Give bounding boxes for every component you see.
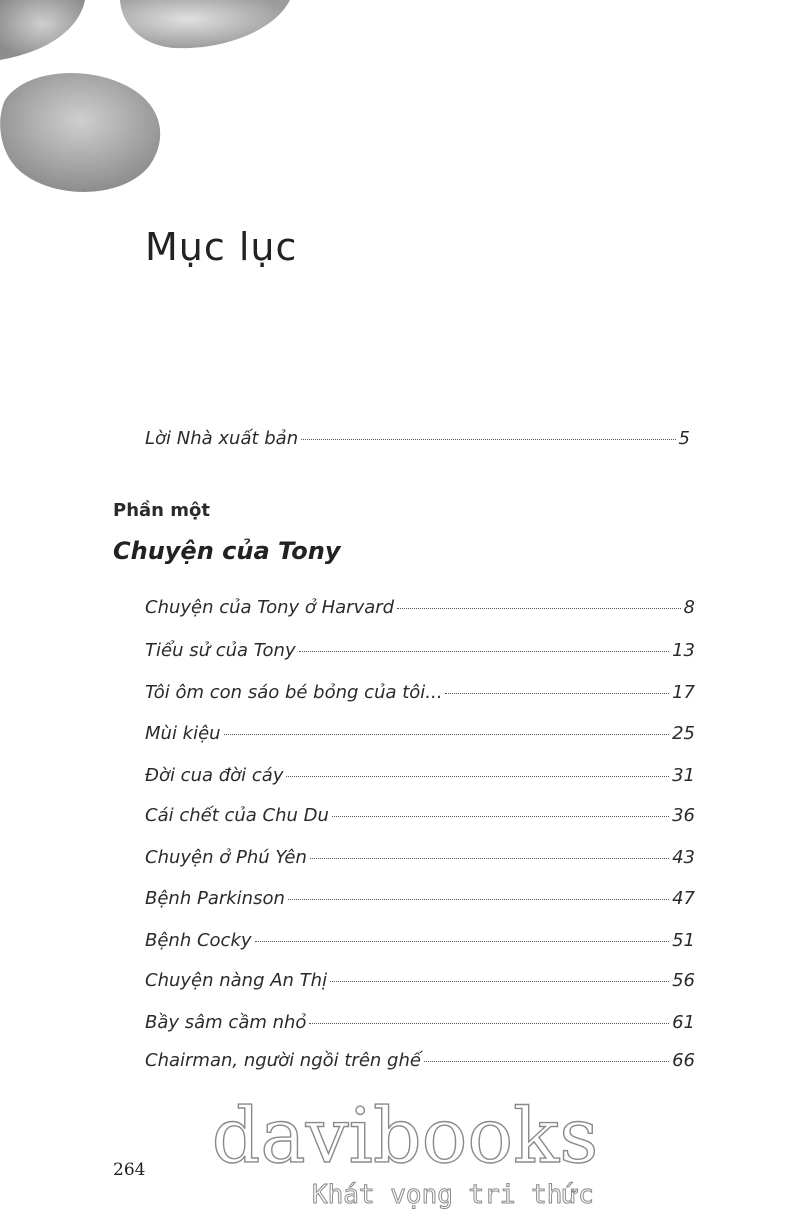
toc-entry-page: 25 bbox=[672, 723, 695, 744]
toc-entry[interactable] bbox=[145, 597, 695, 618]
toc-entry-title: Mùi kiệu bbox=[145, 723, 221, 744]
toc-entry-page: 13 bbox=[672, 640, 695, 661]
svg-text:davibooks: davibooks bbox=[211, 1091, 599, 1180]
toc-entry-page: 66 bbox=[672, 1050, 695, 1071]
toc-entry-page: 36 bbox=[672, 805, 695, 826]
toc-entry-page: 43 bbox=[672, 847, 695, 868]
dot-leader bbox=[310, 858, 669, 859]
dot-leader bbox=[397, 608, 680, 609]
toc-entry-page: 56 bbox=[672, 970, 695, 991]
toc-entry-title: Chuyện nàng An Thị bbox=[145, 970, 328, 991]
toc-entry-title: Tiểu sử của Tony bbox=[145, 640, 296, 661]
toc-entry-title: Bệnh Cocky bbox=[145, 930, 252, 951]
toc-entry[interactable] bbox=[145, 847, 695, 868]
toc-entry[interactable] bbox=[145, 930, 695, 951]
page-number: 264 bbox=[113, 1160, 146, 1180]
toc-entry-title: Lời Nhà xuất bản bbox=[145, 428, 299, 449]
toc-entry-page: 47 bbox=[672, 888, 695, 909]
toc-entry-page: 17 bbox=[672, 682, 695, 703]
dot-leader bbox=[286, 776, 669, 777]
toc-entry-page: 61 bbox=[672, 1012, 695, 1033]
toc-entry[interactable] bbox=[145, 1012, 695, 1033]
toc-entry-title: Chuyện của Tony ở Harvard bbox=[145, 597, 395, 618]
toc-entry[interactable] bbox=[145, 723, 695, 744]
page-title: Mục lục bbox=[145, 225, 298, 269]
toc-entry[interactable] bbox=[145, 970, 695, 991]
toc-entry-page: 5 bbox=[678, 428, 690, 449]
dot-leader bbox=[288, 899, 669, 900]
toc-entry-page: 8 bbox=[683, 597, 695, 618]
dot-leader bbox=[330, 981, 669, 982]
dot-leader bbox=[332, 816, 669, 817]
dot-leader bbox=[445, 693, 669, 694]
dot-leader bbox=[255, 941, 670, 942]
toc-entry-title: Bầy sâm cầm nhỏ bbox=[145, 1012, 307, 1033]
watermark-tagline: Khát vọng tri thức bbox=[312, 1180, 594, 1210]
toc-entry-title: Cái chết của Chu Du bbox=[145, 805, 329, 826]
davibooks-watermark-logo bbox=[195, 1090, 615, 1180]
dot-leader bbox=[424, 1061, 669, 1062]
toc-entry-page: 51 bbox=[672, 930, 695, 951]
toc-entry[interactable] bbox=[145, 640, 695, 661]
dot-leader bbox=[224, 734, 670, 735]
toc-entry-title: Bệnh Parkinson bbox=[145, 888, 285, 909]
dot-leader bbox=[301, 439, 675, 440]
dot-leader bbox=[309, 1023, 669, 1024]
decorative-leaf-graphic bbox=[0, 0, 300, 210]
toc-entry[interactable] bbox=[145, 888, 695, 909]
toc-entry[interactable] bbox=[145, 1050, 695, 1071]
toc-entry[interactable] bbox=[145, 682, 695, 703]
toc-entry-page: 31 bbox=[672, 765, 695, 786]
dot-leader bbox=[299, 651, 669, 652]
toc-entry-title: Đời cua đời cáy bbox=[145, 765, 284, 786]
part-title: Chuyện của Tony bbox=[113, 537, 341, 565]
part-label: Phần một bbox=[113, 500, 210, 521]
toc-entry-title: Chairman, người ngồi trên ghế bbox=[145, 1050, 421, 1071]
toc-entry-title: Chuyện ở Phú Yên bbox=[145, 847, 307, 868]
toc-entry[interactable] bbox=[145, 765, 695, 786]
toc-entry-title: Tôi ôm con sáo bé bỏng của tôi... bbox=[145, 682, 443, 703]
toc-entry[interactable] bbox=[145, 805, 695, 826]
toc-entry-intro[interactable] bbox=[145, 428, 690, 449]
